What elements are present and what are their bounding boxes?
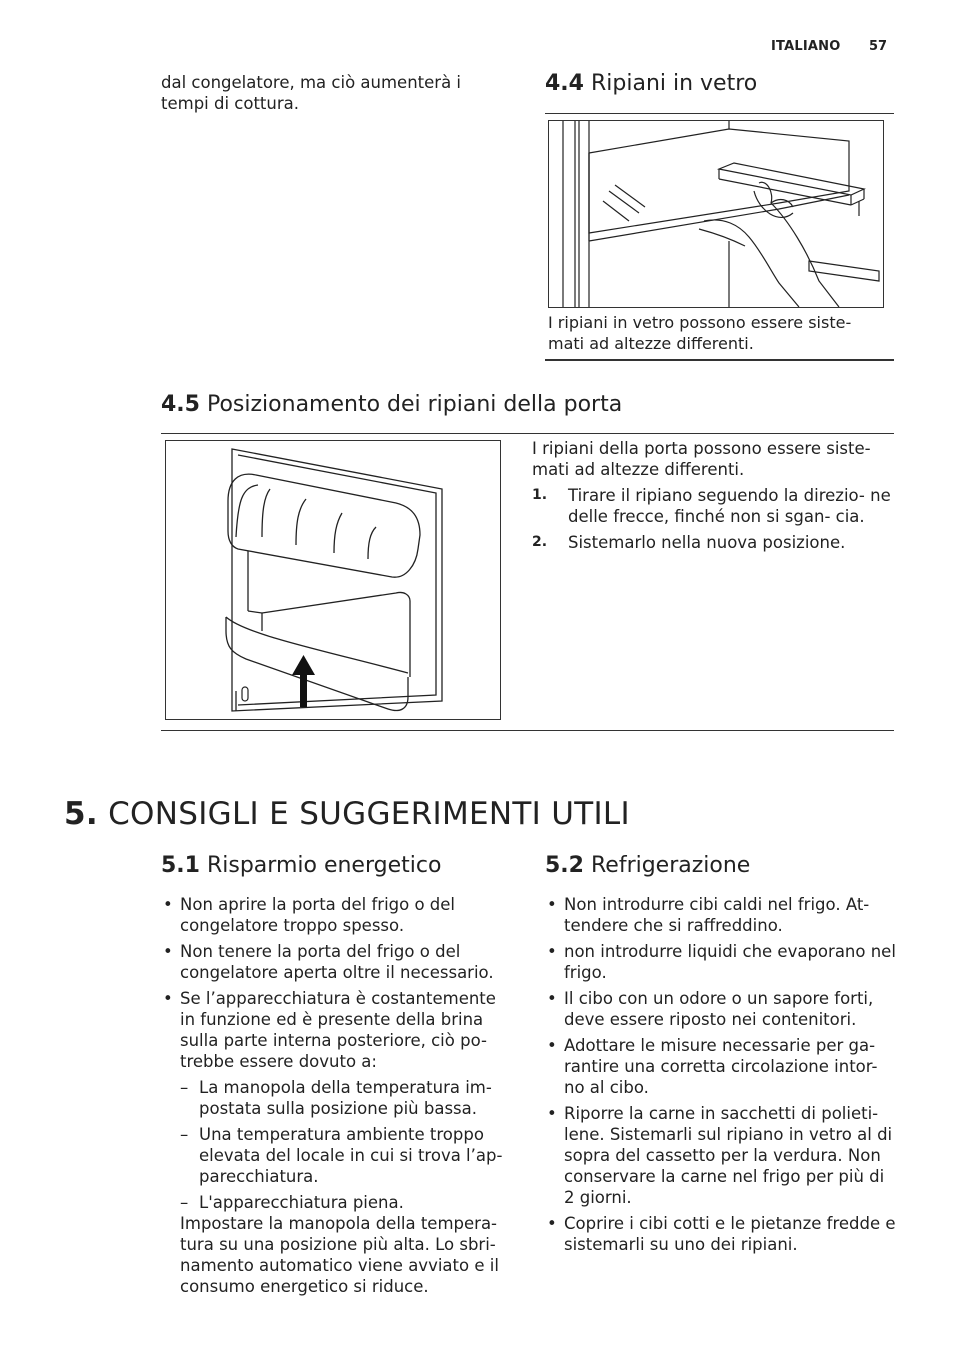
chapter-5-heading (64, 795, 630, 833)
section-5-2-heading (545, 852, 750, 880)
step-item (532, 532, 892, 553)
section-4-4-number: 4.4 (545, 71, 584, 96)
glass-shelf-figure (548, 120, 884, 308)
section-5-1-body (161, 894, 513, 1302)
bullet-text: non introdurre liquidi che evaporano nel frigo. (564, 942, 896, 982)
bullet-item: • Riporre la carne in sacchetti di polieti- lene. Sistemarli sul ripiano in vetro al di sopra del cassetto per la verdura. Non conservare la carne nel frigo per più di 2 giorni. (547, 1104, 893, 1207)
section-4-4-bottom-rule (545, 359, 894, 361)
bullet-text: Non aprire la porta del frigo o del congelatore troppo spesso. (180, 895, 456, 935)
bullet-item: • Se l’apparecchiatura è costantemente in funzione ed è presente della brina sulla parte interna posteriore, ciò po- trebbe essere dovuto a: – La manopola della temperatura im- postata sulla posizione più bassa. – Una temperatura ambiente troppo elevata del locale in cui si trova l’ap- parecchiatura. – L'apparecchiatura piena. Impostare la manopola della tempera- tura su una posizione più alta. Lo sbri- namento automatico viene avviato e il consumo energetico si riduce. (161, 988, 513, 1297)
sub-item-text: L'apparecchiatura piena. (199, 1193, 404, 1212)
bullet-item: • Non tenere la porta del frigo o del congelatore aperta oltre il necessario. (163, 942, 494, 982)
section-5-1-heading (161, 852, 441, 880)
section-5-2-number: 5.2 (545, 853, 584, 878)
bullet-text: Il cibo con un odore o un sapore forti, deve essere riposto nei contenitori. (564, 989, 874, 1029)
glass-shelf-illustration (549, 121, 883, 307)
bullet-item: • Coprire i cibi cotti e le pietanze fredde e sistemarli su uno dei ripiani. (547, 1214, 896, 1254)
bullet-item: • Non introdurre cibi caldi nel frigo. At- tendere che si raffreddino. (547, 895, 870, 935)
section-5-2-body (545, 894, 897, 1260)
bullet-text: Se l’apparecchiatura è costantemente in funzione ed è presente della brina sulla parte interna posteriore, ciò po- trebbe essere dovuto a: (180, 989, 496, 1071)
bullet-text: Adottare le misure necessarie per ga- rantire una corretta circolazione intor- no al cibo. (564, 1036, 878, 1097)
section-5-1-number: 5.1 (161, 853, 200, 878)
bullet-item: • non introdurre liquidi che evaporano nel frigo. (547, 942, 896, 982)
section-4-5-bottom-rule (161, 730, 894, 731)
bullet-text: Non introdurre cibi caldi nel frigo. At- tendere che si raffreddino. (564, 895, 870, 935)
chapter-5-title: CONSIGLI E SUGGERIMENTI UTILI (108, 796, 630, 832)
sub-item-text: La manopola della temperatura im- postata sulla posizione più bassa. (199, 1078, 492, 1118)
section-4-4-rule (545, 113, 894, 114)
sub-item: – L'apparecchiatura piena. (180, 1193, 404, 1212)
step-item (532, 485, 892, 527)
section-4-5-intro: I ripiani della porta possono essere siste- mati ad altezze differenti. (532, 439, 871, 479)
section-5-2-title: Refrigerazione (590, 853, 751, 878)
step-number: 1. (532, 487, 548, 503)
door-shelf-figure (165, 440, 501, 720)
bullet-item: • Adottare le misure necessarie per ga- rantire una corretta circolazione intor- no al cibo. (547, 1036, 878, 1097)
section-4-5-title: Posizionamento dei ripiani della porta (206, 392, 623, 417)
header-language: ITALIANO (771, 39, 841, 54)
section-4-4-title: Ripiani in vetro (590, 71, 758, 96)
section-4-5-rule (161, 433, 894, 434)
section-4-5-text-column (532, 438, 892, 558)
bullet-text: Riporre la carne in sacchetti di polieti- lene. Sistemarli sul ripiano in vetro al di sopra del cassetto per la verdura. Non conservare la carne nel frigo per più di 2 giorni. (564, 1104, 893, 1207)
bullet-item: • Non aprire la porta del frigo o del congelatore troppo spesso. (163, 895, 456, 935)
section-5-1-trailing-text: Impostare la manopola della tempera- tura su una posizione più alta. Lo sbri- namento automatico viene avviato e il consumo energetico si riduce. (180, 1214, 499, 1296)
section-5-1-title: Risparmio energetico (206, 853, 442, 878)
sub-item: – Una temperatura ambiente troppo elevata del locale in cui si trova l’ap- parecchiatura. (180, 1125, 503, 1186)
section-4-5-number: 4.5 (161, 392, 200, 417)
step-text: Sistemarlo nella nuova posizione. (568, 533, 846, 552)
section-5-1-bullet-list (161, 894, 513, 1297)
chapter-5-number: 5. (64, 796, 98, 832)
intro-text: dal congelatore, ma ciò aumenterà i tempi di cottura. (161, 73, 462, 113)
sub-item-text: Una temperatura ambiente troppo elevata del locale in cui si trova l’ap- parecchiatura. (199, 1125, 503, 1186)
bullet-text: Coprire i cibi cotti e le pietanze fredde e sistemarli su uno dei ripiani. (564, 1214, 896, 1254)
section-4-5-heading (161, 391, 622, 419)
step-number: 2. (532, 534, 548, 550)
section-5-2-bullet-list (545, 894, 897, 1255)
sub-list (180, 1077, 513, 1213)
bullet-text: Non tenere la porta del frigo o del congelatore aperta oltre il necessario. (180, 942, 494, 982)
section-4-5-steps (532, 485, 892, 553)
door-shelf-illustration (166, 441, 500, 719)
section-4-4-heading (545, 70, 757, 98)
bullet-item: • Il cibo con un odore o un sapore forti, deve essere riposto nei contenitori. (547, 989, 874, 1029)
sub-item: – La manopola della temperatura im- postata sulla posizione più bassa. (180, 1078, 492, 1118)
page-number: 57 (869, 39, 888, 54)
section-4-4-caption: I ripiani in vetro possono essere siste- mati ad altezze differenti. (548, 313, 852, 353)
step-text: Tirare il ripiano seguendo la direzio- ne delle frecce, finché non si sgan- cia. (568, 486, 891, 526)
